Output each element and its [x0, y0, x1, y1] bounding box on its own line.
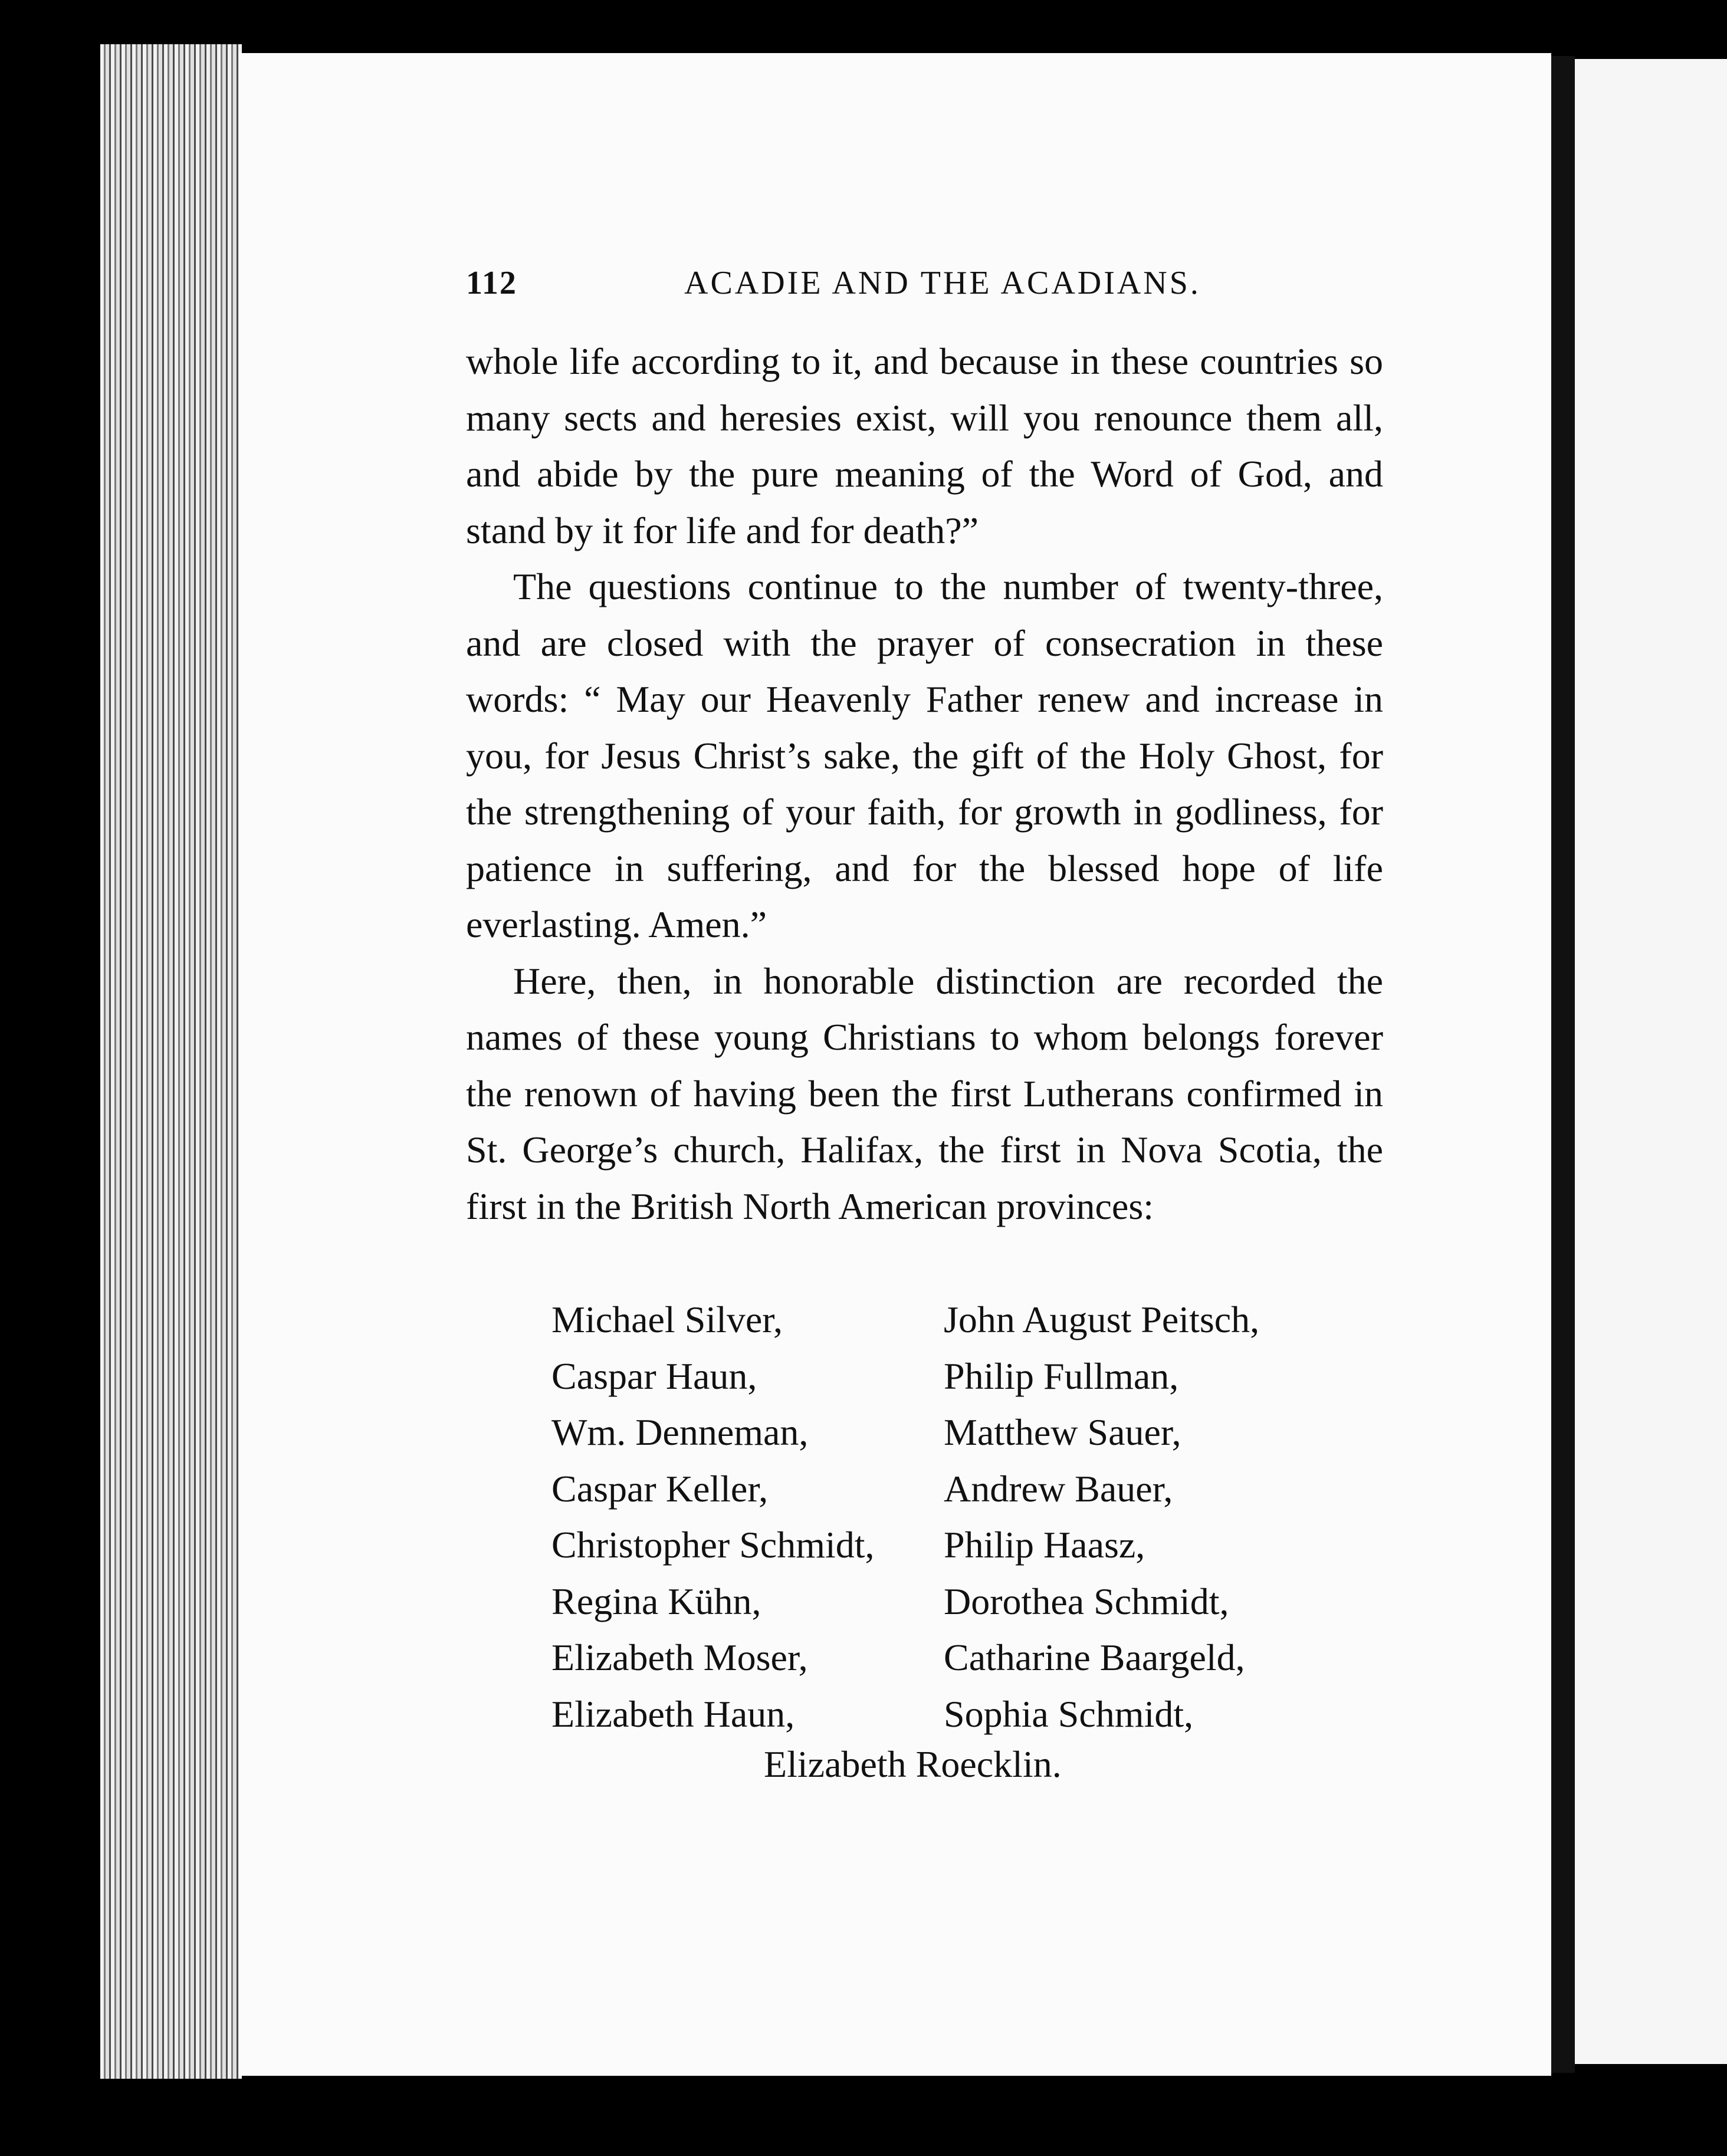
final-name: Elizabeth Roecklin. [764, 1743, 1062, 1785]
paragraph: Here, then, in honorable distinction are recorded the names of these young Christians to whom belongs forever the renown of having been the first Lutherans confirmed in St. George’s church, Halifax, the first in Nova Scotia, the first in the British North American provinces: [466, 959, 1383, 1227]
name-entry: Sophia Schmidt, [944, 1692, 1194, 1735]
body-text [466, 333, 1383, 1234]
names-row [551, 1573, 1365, 1630]
names-list [551, 1291, 1365, 1742]
name-entry: Philip Haasz, [944, 1524, 1145, 1566]
page-edges [100, 44, 242, 2079]
page-number: 112 [466, 265, 517, 301]
name-entry: Christopher Schmidt, [551, 1524, 875, 1566]
names-row [551, 1461, 1365, 1517]
name-entry: Andrew Bauer, [944, 1467, 1173, 1510]
name-entry: Catharine Baargeld, [944, 1636, 1245, 1678]
name-entry: Matthew Sauer, [944, 1411, 1181, 1453]
names-row [551, 1404, 1365, 1461]
name-entry: Wm. Denneman, [551, 1411, 809, 1453]
facing-page [1575, 59, 1727, 2064]
name-entry: Caspar Keller, [551, 1467, 769, 1510]
page-header [466, 264, 1386, 305]
name-entry: Philip Fullman, [944, 1355, 1179, 1397]
name-entry: Elizabeth Haun, [551, 1692, 795, 1735]
name-entry: Elizabeth Moser, [551, 1636, 808, 1678]
names-row [551, 1348, 1365, 1405]
names-row [551, 1629, 1365, 1686]
name-entry: Michael Silver, [551, 1299, 783, 1340]
running-head: ACADIE AND THE ACADIANS. [684, 265, 1201, 301]
paragraph: The questions continue to the number of twenty-three, and are closed with the prayer of consecration in these words: “ May our Heavenly Father renew and increase in you, for Jesus Christ’s sake, the gift of the Holy Ghost, for the strengthening of your faith, for growth in godliness, for patience in suffering, and for the blessed hope of life everlasting. Amen.” [466, 566, 1383, 945]
names-row [551, 1686, 1365, 1743]
name-entry: Regina Kühn, [551, 1580, 761, 1622]
paragraph: whole life according to it, and because in these countries so many sects and heresies exist, will you renounce them all, and abide by the pure meaning of the Word of God, and stand by it for life and for death?” [466, 340, 1383, 551]
name-entry: Caspar Haun, [551, 1355, 757, 1397]
gutter-shadow [1551, 56, 1575, 2073]
names-row [551, 1517, 1365, 1573]
names-row [551, 1291, 1365, 1348]
name-entry: Dorothea Schmidt, [944, 1580, 1229, 1622]
name-entry: John August Peitsch, [944, 1299, 1260, 1340]
